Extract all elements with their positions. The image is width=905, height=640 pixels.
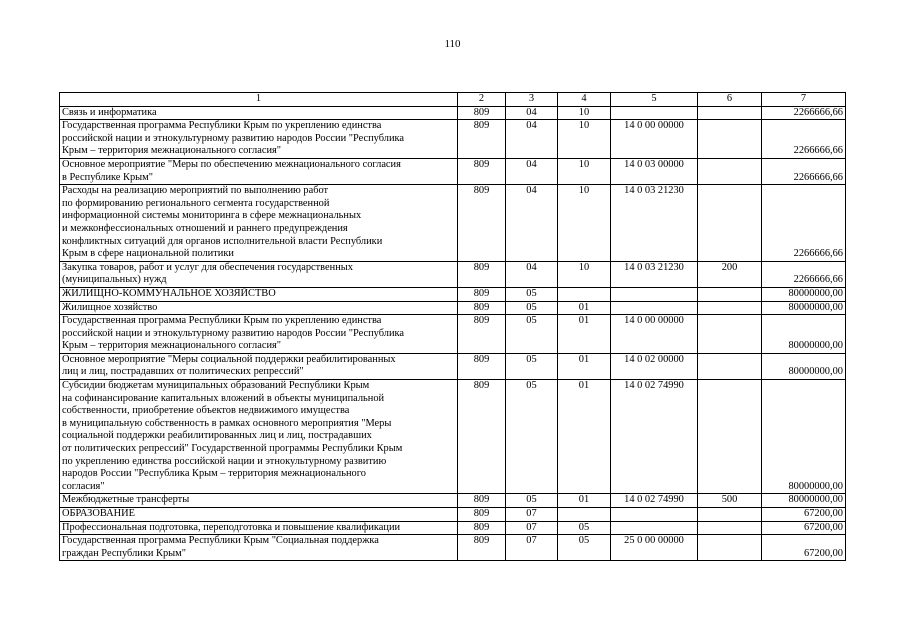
subsection-code-cell: 01 (558, 315, 611, 354)
amount-cell: 67200,00 (762, 521, 846, 535)
table-row (60, 380, 846, 494)
header-cell-5: 5 (611, 93, 698, 107)
table-row (60, 106, 846, 120)
amount-cell: 67200,00 (762, 535, 846, 561)
subsection-code-cell: 01 (558, 494, 611, 508)
item-name-cell: Расходы на реализацию мероприятий по выполнению работ по формированию регионального сегмента государственной информационной системы мониторинга в сфере межнациональных и межконфессиональных отношений и раннего предупреждения конфликтных ситуаций для органов исполнительной власти Республики Крым в сфере национальной политики (60, 185, 458, 262)
amount-cell: 80000000,00 (762, 301, 846, 315)
subsection-code-cell: 05 (558, 521, 611, 535)
amount-cell: 2266666,66 (762, 185, 846, 262)
table-row (60, 287, 846, 301)
table-row (60, 494, 846, 508)
item-name-cell: ЖИЛИЩНО-КОММУНАЛЬНОЕ ХОЗЯЙСТВО (60, 287, 458, 301)
item-name-cell: Основное мероприятие "Меры социальной поддержки реабилитированных лиц и лиц, пострадавших от политических репрессий" (60, 353, 458, 379)
expense-type-cell (698, 508, 762, 522)
header-cell-2: 2 (458, 93, 506, 107)
header-cell-3: 3 (506, 93, 558, 107)
item-name-cell: Субсидии бюджетам муниципальных образований Республики Крым на софинансирование капитальных вложений в объекты муниципальной собственности, приобретение объектов недвижимого имущества в муниципальную собственность в рамках основного мероприятия "Меры социальной поддержки реабилитированных лиц и лиц, пострадавших от политических репрессий" Государственной программы Республики Крым по укреплению единства российской нации и этнокультурному развитию народов России "Республика Крым – территория межнационального согласия" (60, 380, 458, 494)
expense-type-cell (698, 158, 762, 184)
item-name-cell: Жилищное хозяйство (60, 301, 458, 315)
ved-code-cell: 809 (458, 494, 506, 508)
section-code-cell: 04 (506, 261, 558, 287)
amount-cell: 2266666,66 (762, 120, 846, 159)
target-article-cell: 14 0 03 21230 (611, 261, 698, 287)
budget-table (59, 92, 846, 561)
expense-type-cell (698, 287, 762, 301)
section-code-cell: 04 (506, 185, 558, 262)
subsection-code-cell: 10 (558, 261, 611, 287)
target-article-cell: 14 0 00 00000 (611, 315, 698, 354)
section-code-cell: 04 (506, 158, 558, 184)
table-body (60, 93, 846, 561)
table-row (60, 120, 846, 159)
section-code-cell: 05 (506, 301, 558, 315)
amount-cell: 2266666,66 (762, 261, 846, 287)
ved-code-cell: 809 (458, 521, 506, 535)
page-number: 110 (444, 38, 461, 50)
table-row (60, 185, 846, 262)
header-cell-7: 7 (762, 93, 846, 107)
section-code-cell: 05 (506, 353, 558, 379)
subsection-code-cell: 10 (558, 185, 611, 262)
target-article-cell: 25 0 00 00000 (611, 535, 698, 561)
expense-type-cell (698, 106, 762, 120)
target-article-cell: 14 0 03 00000 (611, 158, 698, 184)
expense-type-cell (698, 521, 762, 535)
table-row (60, 521, 846, 535)
amount-cell: 80000000,00 (762, 353, 846, 379)
item-name-cell: Связь и информатика (60, 106, 458, 120)
subsection-code-cell: 01 (558, 301, 611, 315)
item-name-cell: Государственная программа Республики Крым по укреплению единства российской нации и этнокультурному развитию народов России "Республика Крым – территория межнационального согласия" (60, 120, 458, 159)
section-code-cell: 07 (506, 535, 558, 561)
amount-cell: 80000000,00 (762, 287, 846, 301)
section-code-cell: 05 (506, 315, 558, 354)
item-name-cell: Государственная программа Республики Крым по укреплению единства российской нации и этнокультурному развитию народов России "Республика Крым – территория межнационального согласия" (60, 315, 458, 354)
target-article-cell (611, 301, 698, 315)
ved-code-cell: 809 (458, 315, 506, 354)
ved-code-cell: 809 (458, 261, 506, 287)
amount-cell: 80000000,00 (762, 315, 846, 354)
table-row (60, 535, 846, 561)
target-article-cell (611, 106, 698, 120)
target-article-cell: 14 0 00 00000 (611, 120, 698, 159)
item-name-cell: Профессиональная подготовка, переподготовка и повышение квалификации (60, 521, 458, 535)
subsection-code-cell: 01 (558, 380, 611, 494)
expense-type-cell (698, 301, 762, 315)
table-row (60, 353, 846, 379)
expense-type-cell: 200 (698, 261, 762, 287)
subsection-code-cell: 05 (558, 535, 611, 561)
table-row (60, 508, 846, 522)
section-code-cell: 05 (506, 494, 558, 508)
table-row (60, 158, 846, 184)
expense-type-cell (698, 353, 762, 379)
table-row (60, 315, 846, 354)
expense-type-cell (698, 535, 762, 561)
expense-type-cell (698, 185, 762, 262)
item-name-cell: Основное мероприятие "Меры по обеспечению межнационального согласия в Республике Крым" (60, 158, 458, 184)
item-name-cell: Государственная программа Республики Крым "Социальная поддержка граждан Республики Крым" (60, 535, 458, 561)
section-code-cell: 05 (506, 287, 558, 301)
ved-code-cell: 809 (458, 353, 506, 379)
target-article-cell: 14 0 02 74990 (611, 380, 698, 494)
amount-cell: 67200,00 (762, 508, 846, 522)
header-cell-6: 6 (698, 93, 762, 107)
amount-cell: 80000000,00 (762, 380, 846, 494)
expense-type-cell: 500 (698, 494, 762, 508)
item-name-cell: Межбюджетные трансферты (60, 494, 458, 508)
subsection-code-cell: 10 (558, 120, 611, 159)
target-article-cell (611, 508, 698, 522)
amount-cell: 2266666,66 (762, 106, 846, 120)
ved-code-cell: 809 (458, 535, 506, 561)
target-article-cell: 14 0 02 00000 (611, 353, 698, 379)
item-name-cell: Закупка товаров, работ и услуг для обеспечения государственных (муниципальных) нужд (60, 261, 458, 287)
expense-type-cell (698, 380, 762, 494)
expense-type-cell (698, 315, 762, 354)
table-row (60, 261, 846, 287)
ved-code-cell: 809 (458, 185, 506, 262)
subsection-code-cell (558, 508, 611, 522)
subsection-code-cell: 01 (558, 353, 611, 379)
amount-cell: 2266666,66 (762, 158, 846, 184)
header-cell-4: 4 (558, 93, 611, 107)
subsection-code-cell: 10 (558, 106, 611, 120)
ved-code-cell: 809 (458, 106, 506, 120)
table-row (60, 301, 846, 315)
item-name-cell: ОБРАЗОВАНИЕ (60, 508, 458, 522)
ved-code-cell: 809 (458, 301, 506, 315)
ved-code-cell: 809 (458, 287, 506, 301)
subsection-code-cell (558, 287, 611, 301)
section-code-cell: 07 (506, 508, 558, 522)
ved-code-cell: 809 (458, 380, 506, 494)
section-code-cell: 04 (506, 106, 558, 120)
target-article-cell: 14 0 02 74990 (611, 494, 698, 508)
ved-code-cell: 809 (458, 508, 506, 522)
target-article-cell (611, 521, 698, 535)
header-row (60, 93, 846, 107)
ved-code-cell: 809 (458, 158, 506, 184)
subsection-code-cell: 10 (558, 158, 611, 184)
target-article-cell: 14 0 03 21230 (611, 185, 698, 262)
ved-code-cell: 809 (458, 120, 506, 159)
section-code-cell: 04 (506, 120, 558, 159)
target-article-cell (611, 287, 698, 301)
section-code-cell: 07 (506, 521, 558, 535)
section-code-cell: 05 (506, 380, 558, 494)
amount-cell: 80000000,00 (762, 494, 846, 508)
header-cell-1: 1 (60, 93, 458, 107)
expense-type-cell (698, 120, 762, 159)
